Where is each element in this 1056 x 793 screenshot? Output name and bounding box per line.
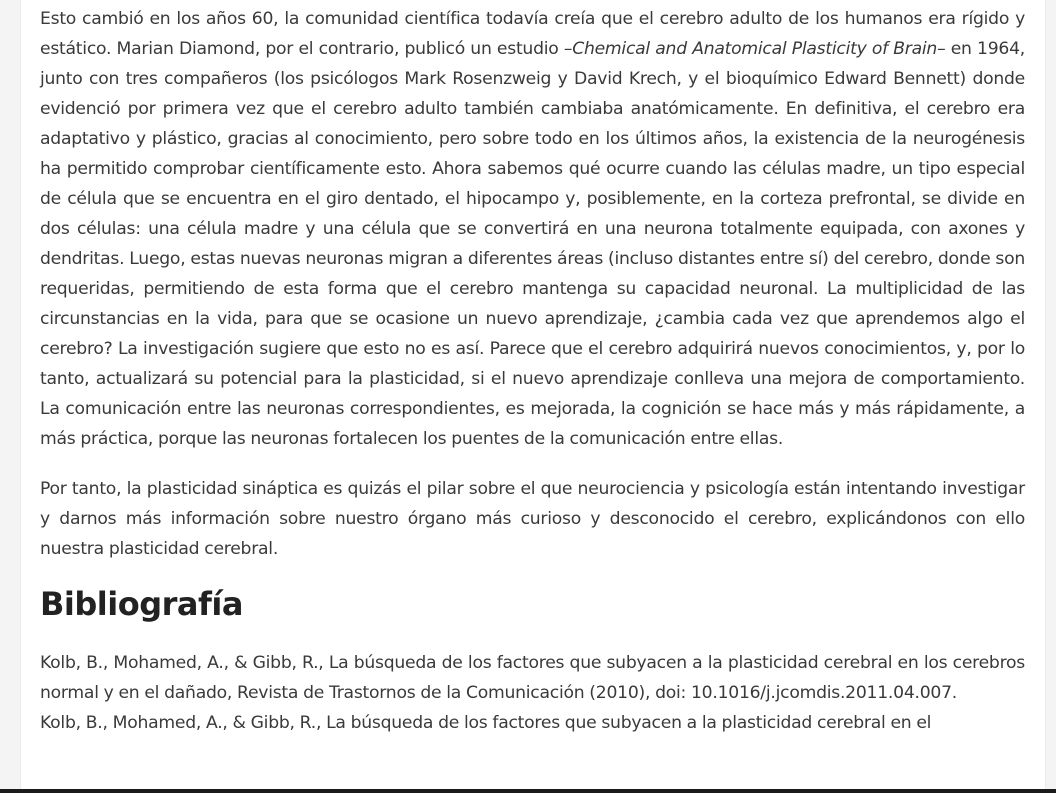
section-heading: Bibliografía <box>40 585 243 623</box>
bibliography-entry: Kolb, B., Mohamed, A., & Gibb, R., La búsqueda de los factores que subyacen a la plasticidad cerebral en los cerebros normal y en el dañado, Revista de Trastornos de la Comunicación (2010), doi: 10.1016/j.jcomdis.2011.04.007. <box>40 653 1025 703</box>
paragraph-text: Esto cambió en los años 60, la comunidad científica todavía creía que el cerebro adulto de los humanos era rígido y estático. Marian Diamond, por el contrario, publicó un estudio – <box>40 9 1025 59</box>
body-paragraph: Por tanto, la plasticidad sináptica es quizás el pilar sobre el que neurociencia y psicología están intentando investigar y darnos más información sobre nuestro órgano más curioso y desconocido el cerebro, explicándonos con ello nuestra plasticidad cerebral. <box>40 479 1025 559</box>
article-content <box>20 0 1046 793</box>
bibliography-entry: Kolb, B., Mohamed, A., & Gibb, R., La búsqueda de los factores que subyacen a la plasticidad cerebral en el <box>40 713 932 733</box>
paragraph-text: – en 1964, junto con tres compañeros (los psicólogos Mark Rosenzweig y David Krech, y el bioquímico Edward Bennett) donde evidenció por primera vez que el cerebro adulto también cambiaba anatómicamente. En definitiva, el cerebro era adaptativo y plástico, gracias al conocimiento, pero sobre todo en los últimos años, la existencia de la neurogénesis ha permitido comprobar científicamente esto. Ahora sabemos qué ocurre cuando las células madre, un tipo especial de célula que se encuentra en el giro dentado, el hipocampo y, posiblemente, en la corteza prefrontal, se divide en dos células: una célula madre y una célula que se convertirá en una neurona totalmente equipada, con axones y dendritas. Luego, estas nuevas neuronas migran a diferentes áreas (incluso distantes entre sí) del cerebro, donde son requeridas, permitiendo de esta forma que el cerebro mantenga su capacidad neuronal. La multiplicidad de las circunstancias en la vida, para que se ocasione un nuevo aprendizaje, ¿cambia cada vez que aprendemos algo el cerebro? La investigación sugiere que esto no es así. Parece que el cerebro adquirirá nuevos conocimientos, y, por lo tanto, actualizará su potencial para la plasticidad, si el nuevo aprendizaje conlleva una mejora de comportamiento. La comunicación entre las neuronas correspondientes, es mejorada, la cognición se hace más y más rápidamente, a más práctica, porque las neuronas fortalecen los puentes de la comunicación entre ellas. <box>40 39 1025 449</box>
bibliography-list <box>40 648 1025 738</box>
study-title: Chemical and Anatomical Plasticity of Brain <box>572 39 938 59</box>
body-paragraph <box>40 4 1025 454</box>
window-bottom-edge <box>0 789 1056 793</box>
